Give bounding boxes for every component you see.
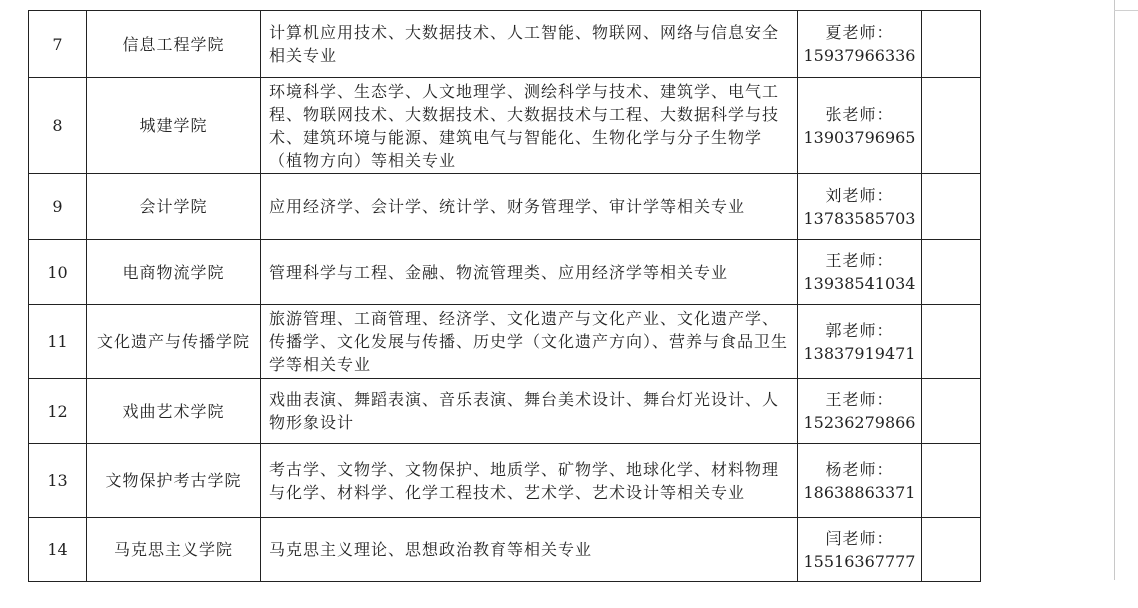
contact-name: 杨老师：: [825, 459, 894, 479]
row-number: 9: [29, 174, 87, 240]
row-number: 11: [29, 305, 87, 379]
college-name: 戏曲艺术学院: [87, 379, 261, 444]
majors-text: 考古学、文物学、文物保护、地质学、矿物学、地球化学、材料物理与化学、材料学、化学工程技术、艺术学、艺术设计等相关专业: [261, 444, 798, 518]
table-row: [29, 305, 981, 379]
contact-phone: 18638863371: [803, 482, 916, 502]
contact-phone: 13903796965: [803, 127, 916, 147]
row-number: 10: [29, 240, 87, 305]
empty-cell: [922, 518, 981, 582]
contact-cell: [798, 518, 922, 582]
contact-name: 王老师：: [825, 390, 894, 409]
contact-name: 王老师：: [825, 251, 894, 270]
majors-text: 计算机应用技术、大数据技术、人工智能、物联网、网络与信息安全相关专业: [261, 11, 798, 78]
table-row: [29, 518, 981, 582]
contact-cell: [798, 11, 922, 78]
empty-cell: [922, 305, 981, 379]
row-number: 8: [29, 78, 87, 174]
contact-cell: [798, 240, 922, 305]
contact-name: 刘老师：: [825, 185, 894, 205]
contact-name: 张老师：: [825, 104, 894, 124]
majors-text: 马克思主义理论、思想政治教育等相关专业: [261, 518, 798, 582]
table-row: [29, 174, 981, 240]
row-number: 12: [29, 379, 87, 444]
page-edge: [1114, 0, 1115, 580]
table-row: [29, 11, 981, 78]
majors-text: 戏曲表演、舞蹈表演、音乐表演、舞台美术设计、舞台灯光设计、人物形象设计: [261, 379, 798, 444]
recruitment-table: [28, 10, 981, 582]
table-row: [29, 240, 981, 305]
table-row: [29, 444, 981, 518]
contact-phone: 13938541034: [803, 274, 916, 293]
contact-phone: 15236279866: [803, 413, 916, 432]
empty-cell: [922, 444, 981, 518]
contact-name: 郭老师：: [825, 320, 894, 340]
contact-name: 夏老师：: [825, 23, 894, 42]
contact-cell: [798, 379, 922, 444]
row-number: 13: [29, 444, 87, 518]
majors-text: 管理科学与工程、金融、物流管理类、应用经济学等相关专业: [261, 240, 798, 305]
contact-name: 闫老师：: [825, 528, 894, 548]
contact-cell: [798, 444, 922, 518]
college-name: 电商物流学院: [87, 240, 261, 305]
table-row: [29, 379, 981, 444]
empty-cell: [922, 78, 981, 174]
majors-text: 应用经济学、会计学、统计学、财务管理学、审计学等相关专业: [261, 174, 798, 240]
majors-text: 环境科学、生态学、人文地理学、测绘科学与技术、建筑学、电气工程、物联网技术、大数据技术、大数据技术与工程、大数据科学与技术、建筑环境与能源、建筑电气与智能化、生物化学与分子生物学（植物方向）等相关专业: [261, 78, 798, 174]
contact-phone: 15516367777: [803, 551, 916, 571]
contact-phone: 15937966336: [803, 46, 916, 65]
contact-cell: [798, 174, 922, 240]
college-name: 文化遗产与传播学院: [87, 305, 261, 379]
college-name: 城建学院: [87, 78, 261, 174]
contact-cell: [798, 305, 922, 379]
empty-cell: [922, 174, 981, 240]
college-name: 会计学院: [87, 174, 261, 240]
row-number: 14: [29, 518, 87, 582]
empty-cell: [922, 11, 981, 78]
contact-phone: 13837919471: [803, 343, 916, 363]
contact-cell: [798, 78, 922, 174]
page-edge-top: [1114, 10, 1138, 11]
empty-cell: [922, 240, 981, 305]
college-name: 文物保护考古学院: [87, 444, 261, 518]
contact-phone: 13783585703: [803, 208, 916, 228]
row-number: 7: [29, 11, 87, 78]
empty-cell: [922, 379, 981, 444]
college-name: 信息工程学院: [87, 11, 261, 78]
table-row: [29, 78, 981, 174]
college-name: 马克思主义学院: [87, 518, 261, 582]
majors-text: 旅游管理、工商管理、经济学、文化遗产与文化产业、文化遗产学、传播学、文化发展与传播、历史学（文化遗产方向）、营养与食品卫生学等相关专业: [261, 305, 798, 379]
